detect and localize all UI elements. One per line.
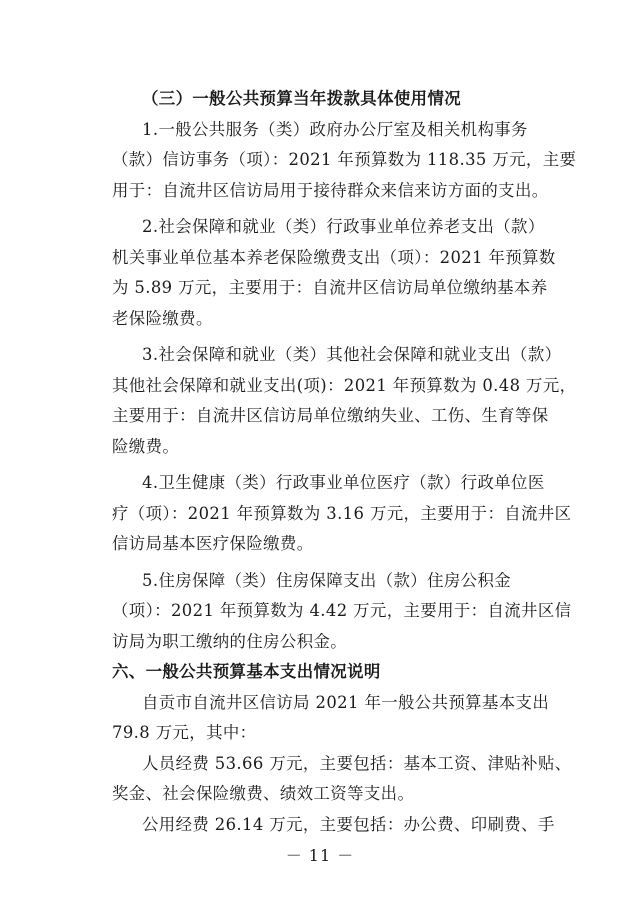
section6-personnel-line1: 人员经费 53.66 万元，主要包括：基本工资、津贴补贴、 xyxy=(142,753,572,773)
page-number: － 11 － xyxy=(285,846,355,865)
item1-line3: 用于：自流井区信访局用于接待群众来信来访方面的支出。 xyxy=(112,180,549,200)
section6-personnel-line2: 奖金、社会保险缴费、绩效工资等支出。 xyxy=(112,784,415,803)
item3-line1: 3.社会保障和就业（类）其他社会保障和就业支出（款） xyxy=(142,345,562,364)
item4-line3: 信访局基本医疗保险缴费。 xyxy=(112,534,314,553)
item2-line2: 机关事业单位基本养老保险缴费支出（项）：2021 年预算数 xyxy=(112,247,556,267)
item3-line3: 主要用于：自流井区信访局单位缴纳失业、工伤、生育等保 xyxy=(112,406,549,425)
item5-line2: （项）：2021 年预算数为 4.42 万元，主要用于：自流井区信 xyxy=(112,601,572,620)
item3-line4: 险缴费。 xyxy=(112,436,180,456)
item2-line4: 老保险缴费。 xyxy=(112,308,213,328)
item5-line3: 访局为职工缴纳的住房公积金。 xyxy=(112,631,348,651)
item2-line1: 2.社会保障和就业（类）行政事业单位养老支出（款） xyxy=(142,217,545,236)
section6-public-line1: 公用经费 26.14 万元，主要包括：办公费、印刷费、手 xyxy=(142,814,555,834)
item2-line3: 为 5.89 万元，主要用于：自流井区信访局单位缴纳基本养 xyxy=(112,278,548,297)
item3-line2: 其他社会保障和就业支出(项)：2021 年预算数为 0.48 万元， xyxy=(112,375,577,395)
section6-intro-line2: 79.8 万元，其中： xyxy=(112,723,257,742)
item5-line1: 5.住房保障（类）住房保障支出（款）住房公积金 xyxy=(142,570,512,590)
document-body xyxy=(112,84,577,840)
item1-line2: （款）信访事务（项）：2021 年预算数为 118.35 万元，主要 xyxy=(112,150,577,169)
section6-intro-line1: 自贡市自流井区信访局 2021 年一般公共预算基本支出 xyxy=(142,692,550,712)
item1-line1: 1.一般公共服务（类）政府办公厅室及相关机构事务 xyxy=(142,119,528,139)
section6-heading: 六、一般公共预算基本支出情况说明 xyxy=(112,662,381,681)
item4-line2: 疗（项）：2021 年预算数为 3.16 万元，主要用于：自流井区 xyxy=(112,503,572,523)
item4-line1: 4.卫生健康（类）行政事业单位医疗（款）行政单位医 xyxy=(142,473,545,492)
section-heading: （三）一般公共预算当年拨款具体使用情况 xyxy=(142,89,462,108)
